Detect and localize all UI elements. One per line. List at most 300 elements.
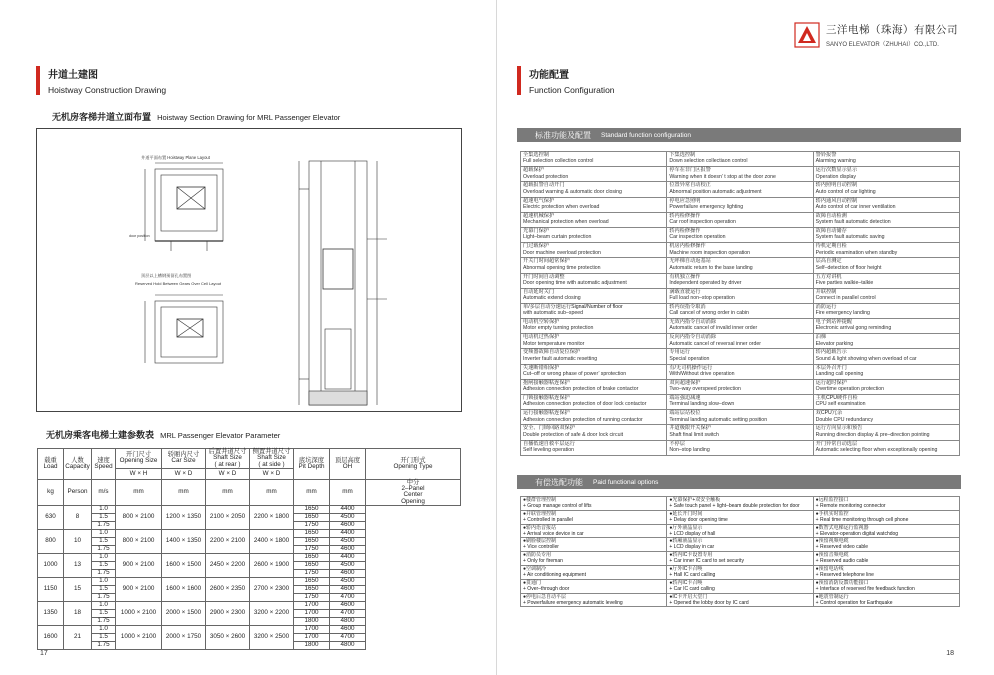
function-cell xyxy=(521,552,667,566)
function-name-en: + Only for fireman xyxy=(523,558,563,565)
function-row xyxy=(521,364,960,379)
function-name-en: Abnormal opening time protection xyxy=(523,264,601,271)
function-name-en: Cut–off or wrong phase of power’ sprotection xyxy=(523,371,627,378)
function-name-cn: 故障自动储存 xyxy=(815,227,847,234)
col-capacity: 人数 Capacity xyxy=(64,449,92,480)
col-load: 载重 Load xyxy=(38,449,64,480)
cell-side: 2200 × 1800 xyxy=(250,506,294,530)
page-number-right: 18 xyxy=(946,650,954,657)
drawing-title-en: Hoistway Section Drawing for MRL Passenger Elevator xyxy=(157,113,341,122)
section-title-en: Hoistway Construction Drawing xyxy=(48,85,167,95)
cell-speed: 1.0 xyxy=(92,506,116,514)
cell-pit: 1650 xyxy=(294,514,330,522)
function-name-cn: 并联控制 xyxy=(815,288,837,295)
function-cell xyxy=(667,303,813,318)
unit-mm: mm xyxy=(294,479,330,505)
cell-cap: 10 xyxy=(64,530,92,554)
function-name-cn: ●预留消防反馈功能接口 xyxy=(815,579,869,586)
function-cell xyxy=(667,379,813,394)
function-name-en: Door machine overload protection xyxy=(523,249,601,256)
function-name-en: Electronic arrival gong reminding xyxy=(815,325,892,332)
function-name-cn: 全集选控制 xyxy=(523,152,549,158)
cell-rear: 3050 × 2600 xyxy=(206,626,250,650)
unit-mm: mm xyxy=(162,479,206,505)
cell-oh: 4700 xyxy=(330,634,366,642)
unit-wd: W × D xyxy=(206,468,250,479)
cell-side: 2400 × 1800 xyxy=(250,530,294,554)
elevator-parameter-table xyxy=(37,448,461,650)
function-row xyxy=(521,349,960,364)
function-row xyxy=(521,334,960,349)
function-name-en: Full selection collection control xyxy=(523,158,594,165)
function-name-en: Terminal landing slow–down xyxy=(669,401,735,408)
function-cell xyxy=(667,288,813,303)
cell-oh: 4600 xyxy=(330,546,366,554)
function-cell xyxy=(521,565,667,579)
table-row xyxy=(38,506,461,514)
cell-load: 1600 xyxy=(38,626,64,650)
function-name-cn: ●停电后急自动平层 xyxy=(523,593,567,600)
function-name-cn: 故障自动检测 xyxy=(815,212,847,219)
function-cell xyxy=(667,227,813,242)
function-cell xyxy=(813,182,959,197)
function-name-cn: 有/无司机操作运行 xyxy=(669,364,713,371)
function-name-en: + Reserved video cable xyxy=(815,544,869,551)
function-cell xyxy=(521,524,667,538)
function-cell xyxy=(667,538,813,552)
cell-oh: 4600 xyxy=(330,522,366,530)
function-cell xyxy=(813,288,959,303)
function-cell xyxy=(521,395,667,410)
function-name-cn: ●空调制冷 xyxy=(523,565,547,572)
function-name-cn: 运行方向显示和预告 xyxy=(815,425,863,432)
function-row xyxy=(521,152,960,167)
function-name-cn: ●厅外液晶显示 xyxy=(669,524,703,531)
cell-oh: 4400 xyxy=(330,530,366,538)
cell-opening: 800 × 2100 xyxy=(116,506,162,530)
function-name-en: + Control operation for Earthquake xyxy=(815,599,893,606)
function-cell xyxy=(521,334,667,349)
section-accent-bar xyxy=(517,66,521,95)
function-name-en: Shaft final limit switch xyxy=(669,431,719,438)
function-name-en: Landing call opening xyxy=(815,371,864,378)
function-cell xyxy=(521,349,667,364)
function-row xyxy=(521,510,960,524)
function-row xyxy=(521,497,960,511)
cell-rear: 2100 × 2050 xyxy=(206,506,250,530)
section-title-cn: 功能配置 xyxy=(529,70,569,81)
cell-pit: 1650 xyxy=(294,586,330,594)
function-name-cn: 不停层 xyxy=(669,440,685,447)
function-cell xyxy=(813,379,959,394)
function-name-en: Special operation xyxy=(669,355,710,362)
col-shaft-rear: 后置井道尺寸 Shaft Size ( at rear ) xyxy=(206,449,250,469)
function-name-en: Adhesion connection protection of door lock contactor xyxy=(523,401,647,408)
function-name-en: Auto control of car lighting xyxy=(815,188,876,195)
function-name-cn: ●轿内IC卡设置专用 xyxy=(669,552,713,559)
door-position-label: door position xyxy=(129,234,150,238)
function-cell xyxy=(667,197,813,212)
function-name-en: CPU self examination xyxy=(815,401,866,408)
standard-function-table xyxy=(520,151,960,456)
function-cell xyxy=(667,565,813,579)
cell-speed: 1.0 xyxy=(92,578,116,586)
function-cell xyxy=(813,565,959,579)
function-name-en: Overtime operation protection xyxy=(815,386,884,393)
function-cell xyxy=(667,319,813,334)
cell-oh: 4700 xyxy=(330,594,366,602)
plan-layout-label: 井道平面布置 Hoistway Plane Layout xyxy=(141,155,210,160)
function-name-en: Adhesion connection protection of running contactor xyxy=(523,416,643,423)
cell-pit: 1750 xyxy=(294,594,330,602)
col-speed: 速度 Speed xyxy=(92,449,116,480)
function-name-en: Machine room inspection operation xyxy=(669,249,751,256)
function-cell xyxy=(521,319,667,334)
function-cell xyxy=(813,497,959,511)
company-name-en: SANYO ELEVATOR（ZHUHAI）CO.,LTD. xyxy=(826,42,939,48)
table-row xyxy=(38,626,461,634)
function-name-cn: 抱闸接触器粘连保护 xyxy=(523,379,570,386)
function-name-cn: ●IC卡开启大堂门 xyxy=(669,593,708,600)
function-name-cn: 轿内照明自动控制 xyxy=(815,182,858,189)
function-cell xyxy=(667,152,813,167)
cell-opening: 1000 × 2100 xyxy=(116,626,162,650)
function-name-cn: 安全、门锁回路双保护 xyxy=(523,425,575,432)
section-header-hoistway xyxy=(36,66,166,95)
function-cell xyxy=(813,303,959,318)
function-name-en: Warning when it doesn’ t stop at the door zone xyxy=(669,173,776,180)
col-opening: 开门尺寸 Opening Size xyxy=(116,449,162,469)
cell-cap: 15 xyxy=(64,578,92,602)
function-cell xyxy=(667,440,813,455)
function-name-en: Motor empty turning protection xyxy=(523,325,594,332)
function-name-en: Overload warning & automatic door closing xyxy=(523,188,622,195)
function-name-cn: 消防运行 xyxy=(815,303,837,310)
standard-title-cn: 标准功能及配置 xyxy=(535,130,591,140)
holes-layout-label-en: Reserved Hold Between Gears Over Cell Layout xyxy=(135,281,222,286)
cell-pit: 1750 xyxy=(294,522,330,530)
function-cell xyxy=(521,243,667,258)
cell-cap: 8 xyxy=(64,506,92,530)
function-name-en: Two–way overspeed protection xyxy=(669,386,741,393)
function-cell xyxy=(521,497,667,511)
function-cell xyxy=(521,510,667,524)
cell-oh: 4800 xyxy=(330,618,366,626)
cell-rear: 2450 × 2200 xyxy=(206,554,250,578)
page-number-left: 17 xyxy=(40,650,48,657)
function-name-cn: 待机定期自检 xyxy=(815,243,847,250)
function-name-cn: 无效内指令自动消除 xyxy=(669,319,717,326)
table-row xyxy=(38,530,461,538)
function-cell xyxy=(521,197,667,212)
function-name-en: With/Without drive operation xyxy=(669,371,735,378)
function-cell xyxy=(813,524,959,538)
cell-opening: 900 × 2100 xyxy=(116,578,162,602)
function-name-en: with automatic sub–speed xyxy=(523,310,583,317)
cell-speed: 1.0 xyxy=(92,554,116,562)
function-name-en: Independent operated by driver xyxy=(669,279,742,286)
function-row xyxy=(521,552,960,566)
function-name-en: Terminal landing automatic setting position xyxy=(669,416,768,423)
function-cell xyxy=(813,167,959,182)
function-name-cn: ●预留电话线 xyxy=(815,565,844,572)
cell-car: 1400 × 1350 xyxy=(162,530,206,554)
function-name-en: Elevator parking xyxy=(815,340,854,347)
function-cell xyxy=(521,182,667,197)
cell-speed: 1.75 xyxy=(92,570,116,578)
function-name-en: + Car inner IC card to set security xyxy=(669,558,744,565)
cell-pit: 1800 xyxy=(294,642,330,650)
function-cell xyxy=(667,167,813,182)
cell-pit: 1750 xyxy=(294,570,330,578)
cell-pit: 1700 xyxy=(294,602,330,610)
function-cell xyxy=(521,410,667,425)
function-name-en: Motor temperature monitor xyxy=(523,340,585,347)
paid-band xyxy=(517,475,961,489)
function-name-cn: 电子到站钟提醒 xyxy=(815,319,852,326)
cell-oh: 4800 xyxy=(330,642,366,650)
col-oh: 顶层高度 OH xyxy=(330,449,366,480)
cell-speed: 1.0 xyxy=(92,602,116,610)
function-row xyxy=(521,440,960,455)
function-cell xyxy=(813,227,959,242)
function-name-en: Overload protection xyxy=(523,173,569,180)
cell-car: 2000 × 1500 xyxy=(162,602,206,626)
function-name-cn: 轿内检修操作 xyxy=(669,212,701,219)
unit-mm: mm xyxy=(250,479,294,505)
cell-car: 1200 × 1350 xyxy=(162,506,206,530)
function-cell xyxy=(813,593,959,607)
function-cell xyxy=(521,288,667,303)
function-name-cn: 位置异常自动校正 xyxy=(669,182,711,189)
function-name-cn: 变频器故障自动复位保护 xyxy=(523,349,581,356)
function-name-cn: ●轿内IC卡召唤 xyxy=(669,579,703,586)
function-cell xyxy=(521,258,667,273)
function-name-cn: 层高自测定 xyxy=(815,258,842,265)
function-cell xyxy=(521,273,667,288)
cell-pit: 1700 xyxy=(294,626,330,634)
function-name-cn: 无呼梯自动返基站 xyxy=(669,258,711,265)
function-name-en: + Remote monitoring connector xyxy=(815,503,886,509)
function-cell xyxy=(667,349,813,364)
function-name-en: + Interface of reserved fire feedback function xyxy=(815,585,915,592)
function-name-en: Running direction display & pre–direction pointing xyxy=(815,431,930,438)
function-name-cn: ●光幕保护+双安全触板 xyxy=(669,497,721,503)
function-row xyxy=(521,379,960,394)
function-cell xyxy=(667,579,813,593)
paid-function-body xyxy=(521,497,960,607)
function-name-cn: ●贯通门 xyxy=(523,579,542,586)
cell-oh: 4500 xyxy=(330,578,366,586)
cell-oh: 4500 xyxy=(330,538,366,546)
cell-speed: 1.5 xyxy=(92,610,116,618)
function-row xyxy=(521,565,960,579)
function-name-cn: 泊梯 xyxy=(815,334,827,341)
function-name-cn: 超速电气保护 xyxy=(523,197,555,204)
function-name-en: + Powerfailure emergency automatic leveling xyxy=(523,599,623,606)
function-cell xyxy=(667,395,813,410)
function-name-en: Auto control of car inner ventilation xyxy=(815,203,896,210)
function-name-en: + Safe touch panel + light–beam double protection for door xyxy=(669,503,800,509)
function-name-en: Light–beam curtain protection xyxy=(523,234,592,241)
function-name-en: Self leveling operation xyxy=(523,446,575,453)
function-name-en: Inverter fault automatic resetting xyxy=(523,355,598,362)
function-name-cn: ●预留音频电缆 xyxy=(815,552,849,559)
function-name-en: Full load non–stop operation xyxy=(669,295,735,302)
cell-oh: 4600 xyxy=(330,602,366,610)
function-name-cn: ●并联管理控制 xyxy=(523,510,557,517)
cell-speed: 1.75 xyxy=(92,642,116,650)
function-cell xyxy=(667,212,813,227)
cell-pit: 1750 xyxy=(294,546,330,554)
function-cell xyxy=(813,243,959,258)
function-name-cn: 轿内通风自动控制 xyxy=(815,197,858,204)
function-name-cn: 停电应急照明 xyxy=(669,197,701,204)
function-cell xyxy=(667,593,813,607)
cell-load: 1350 xyxy=(38,602,64,626)
unit-wd: W × D xyxy=(162,468,206,479)
unit-wd: W × D xyxy=(250,468,294,479)
cell-speed: 1.75 xyxy=(92,594,116,602)
unit-person: Person xyxy=(64,479,92,505)
function-name-en: + Hall IC card calling xyxy=(669,571,716,578)
cell-rear: 2200 × 2100 xyxy=(206,530,250,554)
function-name-en: Automatic cancel of invalid inner order xyxy=(669,325,758,332)
function-name-cn: 停车在非门区报警 xyxy=(669,167,711,174)
function-row xyxy=(521,579,960,593)
function-name-en: + Delay door opening time xyxy=(669,516,728,523)
function-cell xyxy=(813,510,959,524)
function-name-cn: 轿内超载告示 xyxy=(815,349,847,356)
function-cell xyxy=(521,167,667,182)
function-name-en: Automatic return to the base landing xyxy=(669,264,753,271)
function-cell xyxy=(521,303,667,318)
function-cell xyxy=(667,182,813,197)
function-name-en: Periodic examination when standby xyxy=(815,249,898,256)
col-door-type: 开门形式 Opening Type xyxy=(366,449,461,480)
function-name-en: Fire emergency landing xyxy=(815,310,870,317)
function-name-en: Alarming warning xyxy=(815,158,856,165)
cell-speed: 1.5 xyxy=(92,634,116,642)
function-name-cn: ●手机实时监控 xyxy=(815,510,849,517)
function-cell xyxy=(521,227,667,242)
cell-pit: 1650 xyxy=(294,554,330,562)
table-row xyxy=(38,578,461,586)
cell-oh: 4600 xyxy=(330,586,366,594)
function-cell xyxy=(667,243,813,258)
function-row xyxy=(521,227,960,242)
function-name-en: + Opened the lobby door by IC card xyxy=(669,599,749,606)
function-name-cn: ●刷脸楼层控制 xyxy=(523,538,557,545)
unit-mm: mm xyxy=(116,479,162,505)
function-cell xyxy=(667,364,813,379)
function-name-en: + Elevator-operation digital watchdog xyxy=(815,530,899,537)
cell-speed: 1.0 xyxy=(92,626,116,634)
function-name-cn: 端站层站校位 xyxy=(669,410,701,417)
function-cell xyxy=(521,152,667,167)
table-title-en: MRL Passenger Elevator Parameter xyxy=(160,431,281,440)
function-name-en: Down selection collectiaon control xyxy=(669,158,748,165)
function-row xyxy=(521,593,960,607)
door-type-value: 中分 2–Panel Center Opening xyxy=(366,479,461,505)
table-title-cn: 无机房乘客电梯土建参数表 xyxy=(46,430,155,440)
function-name-cn: 反向内指令自动消除 xyxy=(669,334,717,341)
cell-side: 3200 × 2500 xyxy=(250,626,294,650)
function-cell xyxy=(667,510,813,524)
function-name-cn: ●延长开门时间 xyxy=(669,510,703,517)
function-name-cn: ●预留视频电缆 xyxy=(815,538,849,545)
function-row xyxy=(521,197,960,212)
function-row xyxy=(521,212,960,227)
function-row xyxy=(521,410,960,425)
function-name-en: Double CPU redundancy xyxy=(815,416,874,423)
function-name-cn: 运行次数显示显示 xyxy=(815,167,858,174)
function-name-cn: 超载报警自动开门 xyxy=(523,182,565,189)
holes-layout-label: 顶层以上槽钢预留孔布置图 xyxy=(141,273,192,278)
function-cell xyxy=(521,425,667,440)
cell-speed: 1.5 xyxy=(92,514,116,522)
function-name-cn: 五方对讲机 xyxy=(815,273,842,280)
function-cell xyxy=(667,334,813,349)
function-name-cn: 失速断错相保护 xyxy=(523,364,560,371)
paid-function-table xyxy=(520,496,960,607)
function-name-en: + Real time monitoring through cell phone xyxy=(815,516,909,523)
cell-oh: 4500 xyxy=(330,562,366,570)
cell-load: 630 xyxy=(38,506,64,530)
cell-speed: 1.5 xyxy=(92,562,116,570)
unit-mm: mm xyxy=(206,479,250,505)
function-name-en: + Car IC card calling xyxy=(669,585,715,592)
function-name-en: + LCD display of hall xyxy=(669,530,716,537)
function-name-cn: 运行超时保护 xyxy=(815,379,847,386)
function-name-en: Non–stop landing xyxy=(669,446,710,453)
function-cell xyxy=(667,425,813,440)
function-cell xyxy=(813,319,959,334)
function-name-en: + Group manage control of lifts xyxy=(523,503,592,509)
section-header-function xyxy=(517,66,615,95)
cell-pit: 1700 xyxy=(294,610,330,618)
function-cell xyxy=(667,497,813,511)
function-name-cn: 开门异常自动选层 xyxy=(815,440,858,447)
function-name-en: Car roof inspection operation xyxy=(669,219,736,226)
function-name-cn: 机房内检修操作 xyxy=(669,243,706,250)
table-row xyxy=(38,554,461,562)
function-name-en: + Arrival voice device in car xyxy=(523,530,584,537)
cell-speed: 1.75 xyxy=(92,546,116,554)
function-name-cn: 轿内误指令取消 xyxy=(669,303,706,310)
cell-pit: 1650 xyxy=(294,578,330,586)
function-name-en: + Vice controller xyxy=(523,544,559,551)
cell-load: 800 xyxy=(38,530,64,554)
function-name-cn: ●消防员专用 xyxy=(523,552,552,559)
function-name-en: + Reserved audio cable xyxy=(815,558,869,565)
function-cell xyxy=(813,440,959,455)
function-cell xyxy=(813,152,959,167)
function-name-cn: ●轿内语音报站 xyxy=(523,524,557,531)
cell-pit: 1650 xyxy=(294,530,330,538)
function-name-en: Automatic cancel of reversal inner order xyxy=(669,340,762,347)
function-cell xyxy=(813,410,959,425)
table-title xyxy=(46,428,280,441)
function-name-cn: 超载保护 xyxy=(523,167,544,174)
cell-oh: 4500 xyxy=(330,514,366,522)
cell-pit: 1650 xyxy=(294,562,330,570)
function-cell xyxy=(813,349,959,364)
cell-speed: 1.5 xyxy=(92,538,116,546)
function-name-cn: 开关门时间超常保护 xyxy=(523,258,570,265)
unit-ms: m/s xyxy=(92,479,116,505)
cell-speed: 1.75 xyxy=(92,618,116,626)
